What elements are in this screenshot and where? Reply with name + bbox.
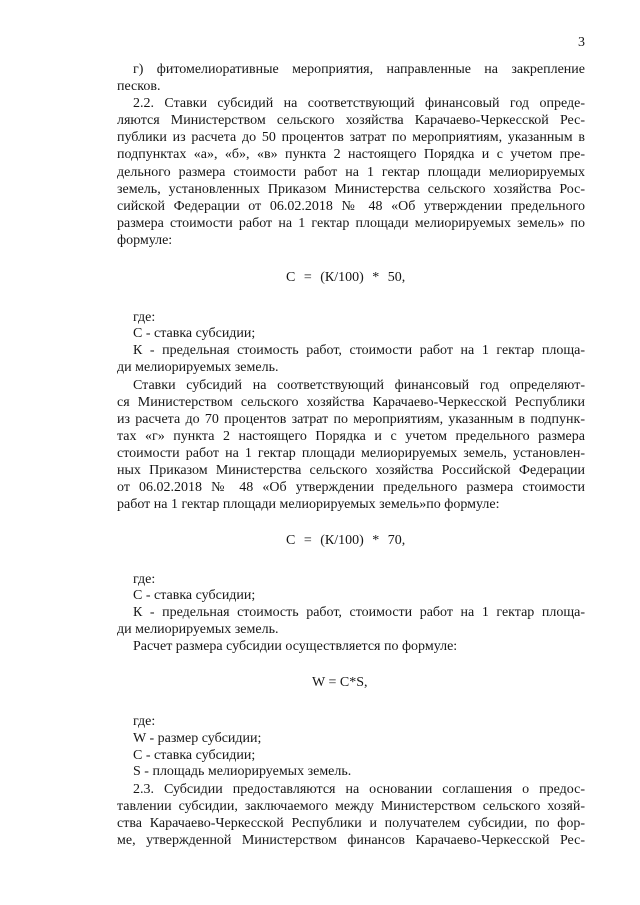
para-2-2-line: земель, установленных Приказом Министерства сельского хозяйства Рос- (117, 182, 585, 197)
para-calc-line: Расчет размера субсидии осуществляется по формуле: (133, 639, 458, 654)
legend-line: ди мелиорируемых земель. (117, 622, 279, 637)
para-2-3-line: тавлении субсидии, заключаемого между Министерством сельского хозяй- (117, 799, 585, 814)
para-2-2-line: дельного размера стоимости работ на 1 гектар площади мелиорируемых (117, 165, 585, 180)
para-2-2-line: размера стоимости работ на 1 гектар площади мелиорируемых земель» по (117, 216, 585, 231)
para-2-2-line: формуле: (117, 233, 173, 248)
legend-line: С - ставка субсидии; (133, 748, 256, 763)
para-2-2-line: сийской Федерации от 06.02.2018 № 48 «Об утверждении предельного (117, 199, 585, 214)
para-70-line: работ на 1 гектар площади мелиорируемых земель»по формуле: (117, 497, 500, 512)
para-70-line: от 06.02.2018 № 48 «Об утверждении предельного размера стоимости (117, 480, 585, 495)
para-2-3-line: ме, утвержденной Министерством финансов Карачаево-Черкесской Рес- (117, 833, 585, 848)
para-2-3-line: ства Карачаево-Черкесской Республики и получателем субсидии, по фор- (117, 816, 585, 831)
para-2-2-line: 2.2. Ставки субсидий на соответствующий финансовый год опреде- (133, 96, 585, 111)
legend-line: К - предельная стоимость работ, стоимости работ на 1 гектар площа- (133, 343, 585, 358)
legend-label: где: (133, 714, 156, 729)
para-g-line: г) фитомелиоративные мероприятия, направленные на закрепление (133, 62, 585, 77)
para-70-line: тах «г» пункта 2 настоящего Порядка и с учетом предельного размера (117, 429, 585, 444)
page-number: 3 (578, 35, 585, 50)
para-70-line: ся Министерством сельского хозяйства Карачаево-Черкесской Республики (117, 395, 585, 410)
formula-subsidy-size: W = C*S, (312, 675, 368, 690)
para-70-line: из расчета до 70 процентов затрат по мероприятиям, указанным в подпунк- (117, 412, 585, 427)
para-g-line: песков. (117, 79, 161, 94)
legend-label: где: (133, 572, 156, 587)
legend-label: где: (133, 310, 156, 325)
para-70-line: Ставки субсидий на соответствующий финансовый год определяют- (133, 378, 585, 393)
para-2-2-line: публики из расчета до 50 процентов затрат по мероприятиям, указанным в (117, 130, 585, 145)
legend-line: ди мелиорируемых земель. (117, 360, 279, 375)
para-70-line: стоимости работ на 1 гектар площади мелиорируемых земель, установлен- (117, 446, 585, 461)
formula-rate-70: С = (К/100) * 70, (286, 533, 406, 548)
para-70-line: ных Приказом Министерства сельского хозяйства Российской Федерации (117, 463, 585, 478)
para-2-3-line: 2.3. Субсидии предоставляются на основании соглашения о предос- (133, 782, 585, 797)
formula-rate-50: С = (К/100) * 50, (286, 270, 406, 285)
para-2-2-line: подпунктах «а», «б», «в» пункта 2 настоящего Порядка и с учетом пре- (117, 147, 585, 162)
legend-line: С - ставка субсидии; (133, 588, 256, 603)
legend-line: К - предельная стоимость работ, стоимости работ на 1 гектар площа- (133, 605, 585, 620)
para-2-2-line: ляются Министерством сельского хозяйства Карачаево-Черкесской Рес- (117, 113, 585, 128)
legend-line: W - размер субсидии; (133, 731, 262, 746)
legend-line: S - площадь мелиорируемых земель. (133, 764, 352, 779)
legend-line: С - ставка субсидии; (133, 326, 256, 341)
